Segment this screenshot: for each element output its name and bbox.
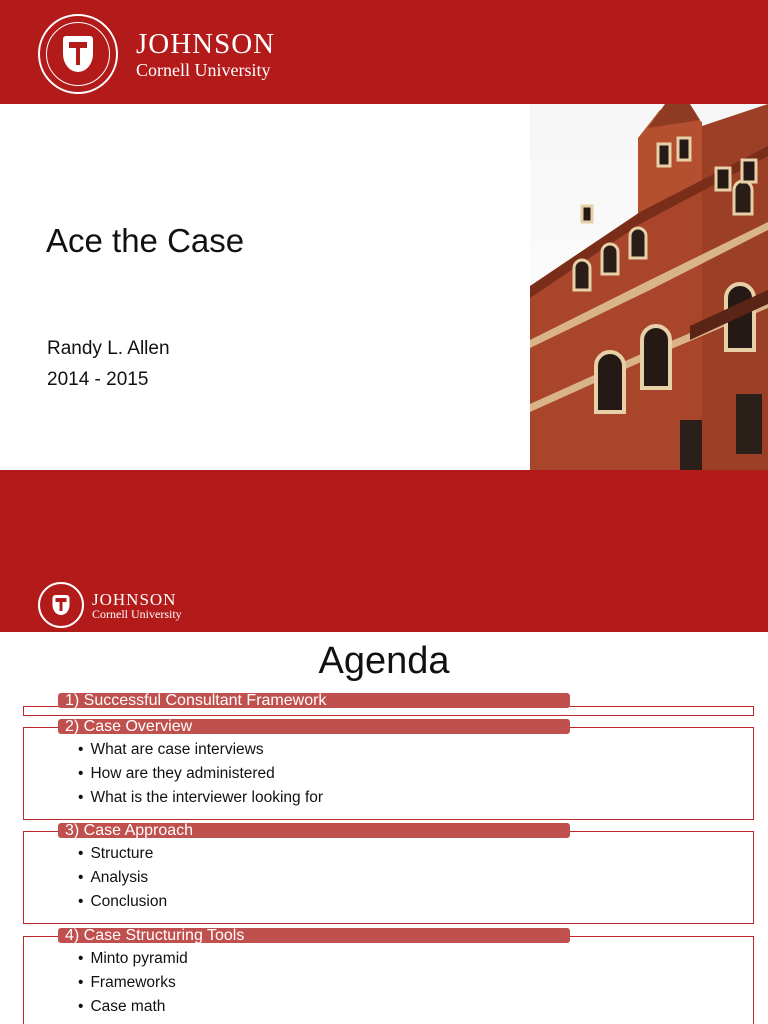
agenda-slide [0,632,768,1024]
presentation-years: 2014 - 2015 [47,369,149,390]
brick-building-photo [530,104,768,470]
list-item: • Minto pyramid [78,947,188,971]
agenda-section-heading: 3) Case Approach [58,823,570,838]
brand-name: JOHNSON [92,590,177,609]
agenda-title: Agenda [318,640,450,682]
list-item: • How are they administered [78,762,323,786]
list-item: • What are case interviews [78,738,323,762]
agenda-bullet-list [78,947,188,1019]
list-item: • Frameworks [78,971,188,995]
brand-name: JOHNSON [136,28,276,60]
brand-subtitle: Cornell University [92,607,182,621]
slide-title: Ace the Case [46,222,245,259]
list-item: • Analysis [78,866,167,890]
agenda-section-heading: 2) Case Overview [58,719,570,734]
presenter-name: Randy L. Allen [47,338,170,359]
list-item: • Conclusion [78,890,167,914]
presenter-block [47,333,170,395]
agenda-section-heading: 4) Case Structuring Tools [58,928,570,943]
list-item: • Structure [78,842,167,866]
agenda-bullet-list [78,842,167,914]
brand-subtitle: Cornell University [136,60,271,80]
list-item: • Case math [78,995,188,1019]
cornell-seal-icon [38,14,118,94]
cornell-seal-icon [38,582,84,628]
list-item: • What is the interviewer looking for [78,786,323,810]
agenda-bullet-list [78,738,323,810]
agenda-section-heading: 1) Successful Consultant Framework [58,693,570,708]
